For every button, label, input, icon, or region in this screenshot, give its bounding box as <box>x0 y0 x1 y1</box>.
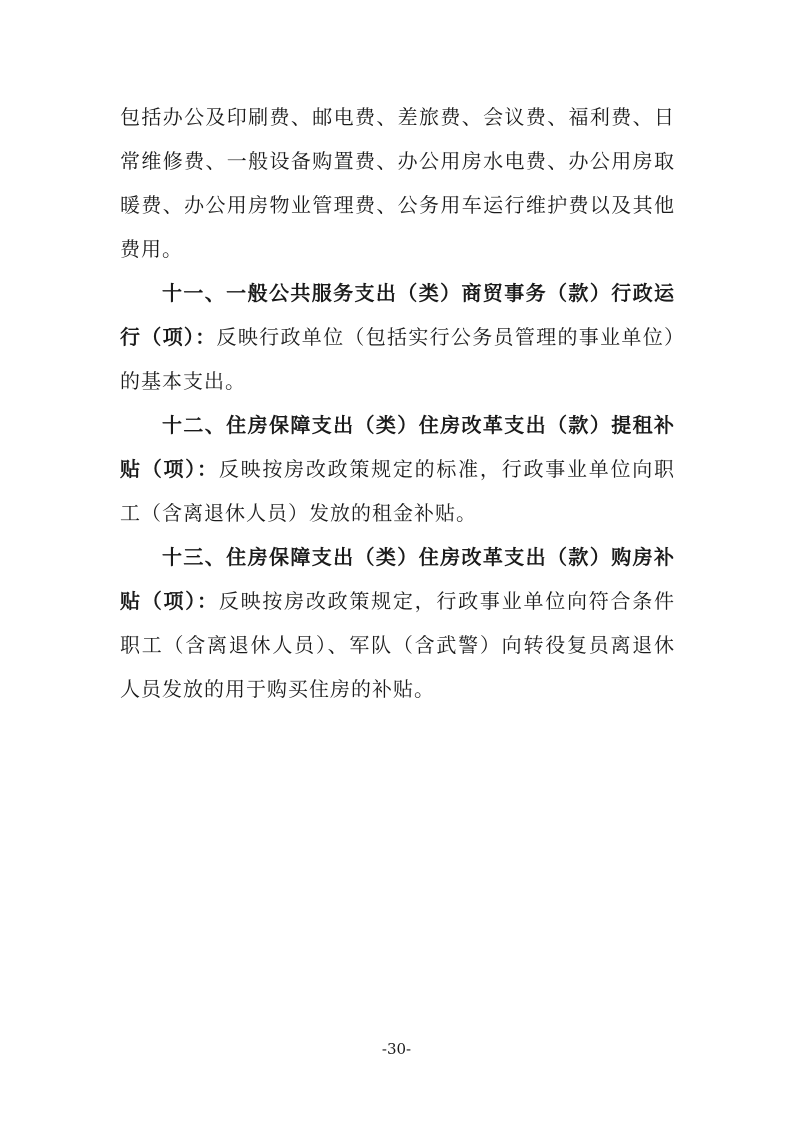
page-number: -30- <box>381 1040 412 1058</box>
paragraph-expense-list <box>120 95 675 271</box>
paragraph-item-12 <box>120 403 675 535</box>
paragraph-body: 包括办公及印刷费、邮电费、差旅费、会议费、福利费、日常维修费、一般设备购置费、办公用房水电费、办公用房取暖费、办公用房物业管理费、公务用车运行维护费以及其他费用。 <box>120 105 675 261</box>
paragraph-item-13 <box>120 535 675 711</box>
item-heading: 十一、一般公共服务支出（类）商贸事务（款）行政运行（项）： <box>120 281 675 349</box>
item-description: 反映按房改政策规定，行政事业单位向符合条件职工（含离退休人员）、军队（含武警）向转役复员离退休人员发放的用于购买住房的补贴。 <box>120 589 676 701</box>
item-heading: 十二、住房保障支出（类）住房改革支出（款）提租补贴（项）： <box>120 413 675 481</box>
document-body <box>120 95 675 711</box>
item-heading: 十三、住房保障支出（类）住房改革支出（款）购房补贴（项）： <box>120 545 675 613</box>
item-description: 反映行政单位（包括实行公务员管理的事业单位）的基本支出。 <box>120 325 676 393</box>
paragraph-item-11 <box>120 271 675 403</box>
item-description: 反映按房改政策规定的标准，行政事业单位向职工（含离退休人员）发放的租金补贴。 <box>120 457 676 525</box>
